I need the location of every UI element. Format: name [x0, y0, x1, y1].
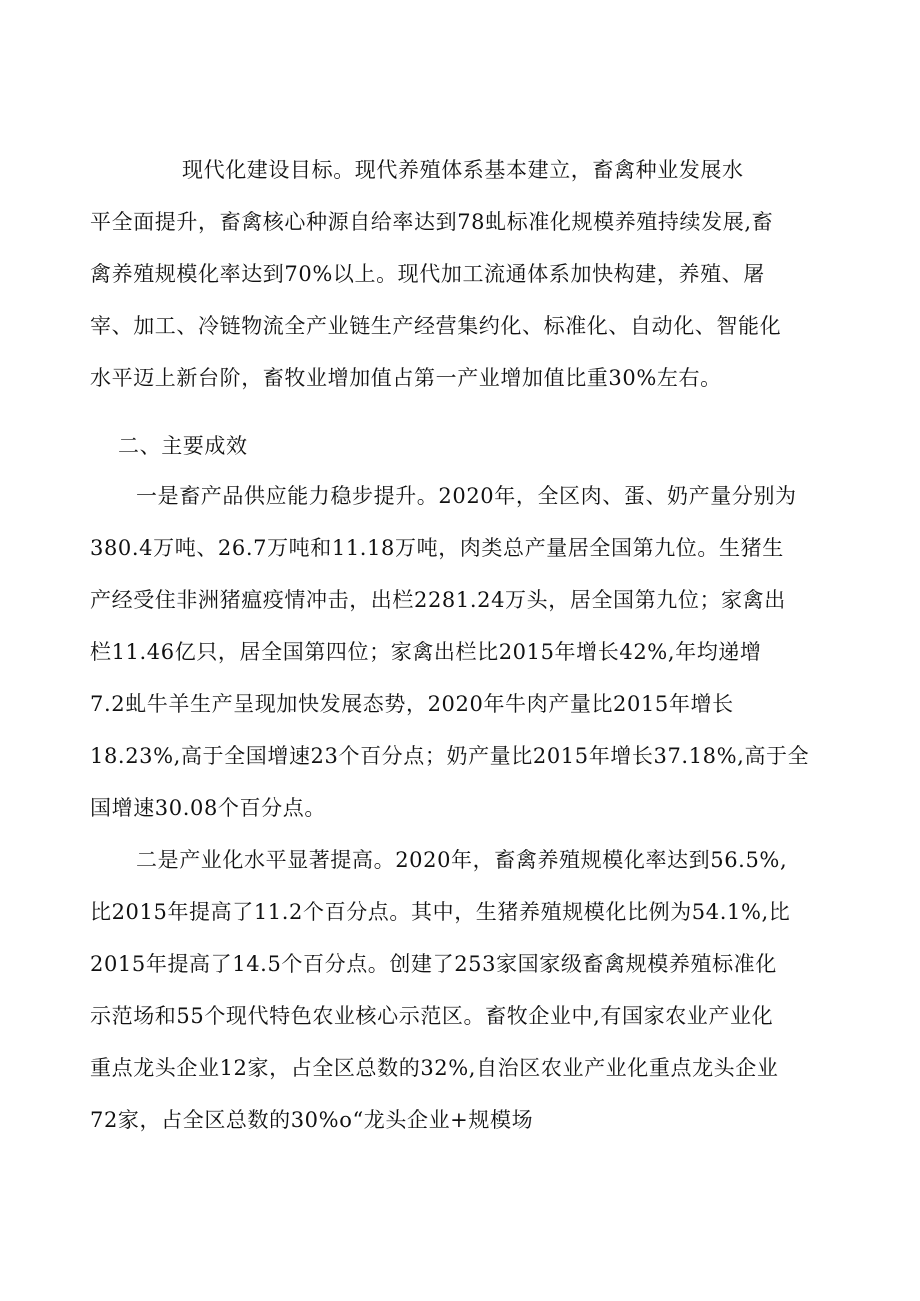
text-line: 栏11.46亿只，居全国第四位；家禽出栏比2015年增长42%,年均递增: [90, 640, 762, 664]
text-line: 7.2虬牛羊生产呈现加快发展态势，2020年牛肉产量比2015年增长: [90, 692, 734, 716]
section-heading: 二、主要成效: [118, 434, 248, 458]
text-line: 国增速30.08个百分点。: [90, 796, 326, 820]
text-line: 现代化建设目标。现代养殖体系基本建立，畜禽种业发展水: [182, 158, 744, 182]
text-line: 宰、加工、冷链物流全产业链生产经营集约化、标准化、自动化、智能化: [90, 314, 782, 338]
text-line: 示范场和55个现代特色农业核心示范区。畜牧企业中,有国家农业产业化: [90, 1004, 774, 1028]
text-line: 水平迈上新台阶，畜牧业增加值占第一产业增加值比重30%左右。: [90, 366, 722, 390]
text-line: 重点龙头企业12家，占全区总数的32%,自治区农业产业化重点龙头企业: [90, 1056, 779, 1080]
text-line: 二是产业化水平显著提高。2020年，畜禽养殖规模化率达到56.5%,: [136, 848, 788, 872]
text-line: 比2015年提高了11.2个百分点。其中，生猪养殖规模化比例为54.1%,比: [90, 900, 791, 924]
text-line: 禽养殖规模化率达到70%以上。现代加工流通体系加快构建，养殖、屠: [90, 262, 765, 286]
text-line: 平全面提升，畜禽核心种源自给率达到78虬标准化规模养殖持续发展,畜: [90, 210, 774, 234]
text-line: 一是畜产品供应能力稳步提升。2020年，全区肉、蛋、奶产量分别为: [136, 484, 797, 508]
text-line: 72家，占全区总数的30%o“龙头企业+规模场: [90, 1108, 534, 1132]
text-line: 产经受住非洲猪瘟疫情冲击，出栏2281.24万头，居全国第九位；家禽出: [90, 588, 786, 612]
text-line: 380.4万吨、26.7万吨和11.18万吨，肉类总产量居全国第九位。生猪生: [90, 536, 784, 560]
text-line: 2015年提高了14.5个百分点。创建了253家国家级畜禽规模养殖标准化: [90, 952, 777, 976]
text-line: 18.23%,高于全国增速23个百分点；奶产量比2015年增长37.18%,高于全: [90, 744, 810, 768]
